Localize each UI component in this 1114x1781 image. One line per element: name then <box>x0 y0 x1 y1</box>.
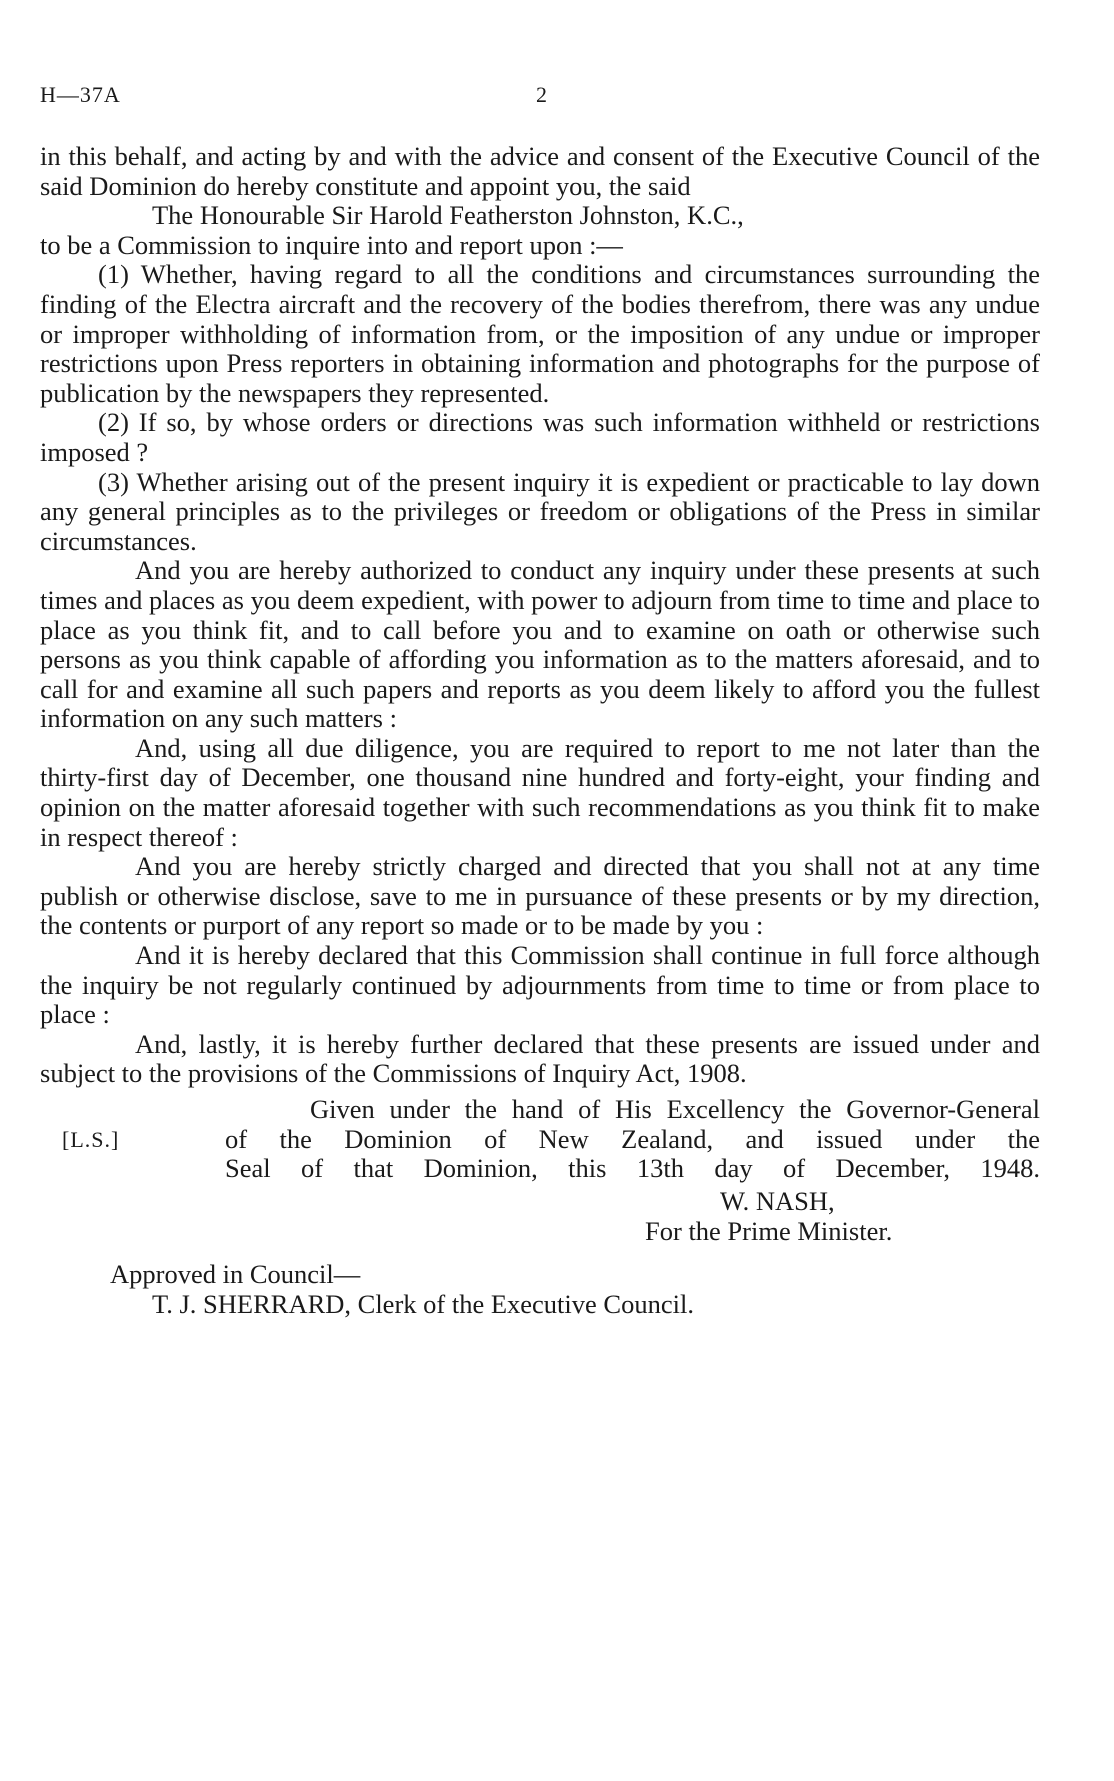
appointee-name: The Honourable Sir Harold Featherston Johnston, K.C., <box>152 200 744 231</box>
signer-title: For the Prime Minister. <box>645 1215 893 1246</box>
inquiry-item-1: (1) Whether, having regard to all the conditions and circumstances surrounding the finding of the Electra aircraft and the recovery of the bodies therefrom, there was any undue or improper withholding of information from, or the imposition of any undue or improper restrictions upon Press reporters in obtaining information and photographs for the purpose of publication by the newspapers they represented. <box>40 259 1040 408</box>
given-line-1: Given under the hand of His Excellency the Governor-General <box>310 1094 1040 1124</box>
report-paragraph: And, using all due diligence, you are required to report to me not later than the thirty-first day of December, one thousand nine hundred and forty-eight, your finding and opinion on the matter aforesaid together with such recommendations as you think fit to make in respect thereof : <box>40 732 1040 852</box>
inquiry-item-3: (3) Whether arising out of the present inquiry it is expedient or practicable to lay down any general principles as to the privileges or freedom or obligations of the Press in similar circumstances. <box>40 466 1040 556</box>
seal-mark: [L.S.] <box>62 1127 120 1152</box>
opening-paragraph: in this behalf, and acting by and with the advice and consent of the Executive Council of the said Dominion do hereby constitute and appoint you, the said <box>40 141 1040 201</box>
continuation-paragraph: And it is hereby declared that this Commission shall continue in full force although the inquiry be not regularly continued by adjournments from time to time or from place to place : <box>40 940 1040 1030</box>
approval-label: Approved in Council— <box>110 1259 361 1290</box>
commission-intro: to be a Commission to inquire into and report upon :— <box>40 229 623 260</box>
clerk-signature: T. J. SHERRARD, Clerk of the Executive Council. <box>152 1288 694 1319</box>
page-number: 2 <box>536 82 547 107</box>
given-text <box>225 1095 1040 1184</box>
document-reference: H—37A <box>40 82 121 107</box>
authorization-paragraph: And you are hereby authorized to conduct any inquiry under these presents at such times and places as you deem expedient, with power to adjourn from time to time and place to place as you think fit, and to call before you and to examine on oath or otherwise such persons as you think capable of affording you information as to the matters aforesaid, and to call for and examine all such papers and reports as you deem likely to afford you the fullest information on any such matters : <box>40 555 1040 734</box>
confidentiality-paragraph: And you are hereby strictly charged and directed that you shall not at any time publish or otherwise disclose, save to me in pursuance of these presents or by my direction, the contents or purport of any report so made or to be made by you : <box>40 851 1040 941</box>
signer-name: W. NASH, <box>720 1186 835 1216</box>
given-line-2: of the Dominion of New Zealand, and issued under the <box>225 1123 1040 1154</box>
inquiry-item-2: (2) If so, by whose orders or directions was such information withheld or restrictions imposed ? <box>40 407 1040 467</box>
document-body <box>40 142 1040 1319</box>
given-under-block <box>40 1095 1040 1187</box>
closing-paragraph: And, lastly, it is hereby further declared that these presents are issued under and subject to the provisions of the Commissions of Inquiry Act, 1908. <box>40 1028 1040 1089</box>
given-line-3: Seal of that Dominion, this 13th day of December, 1948. <box>225 1153 1040 1184</box>
